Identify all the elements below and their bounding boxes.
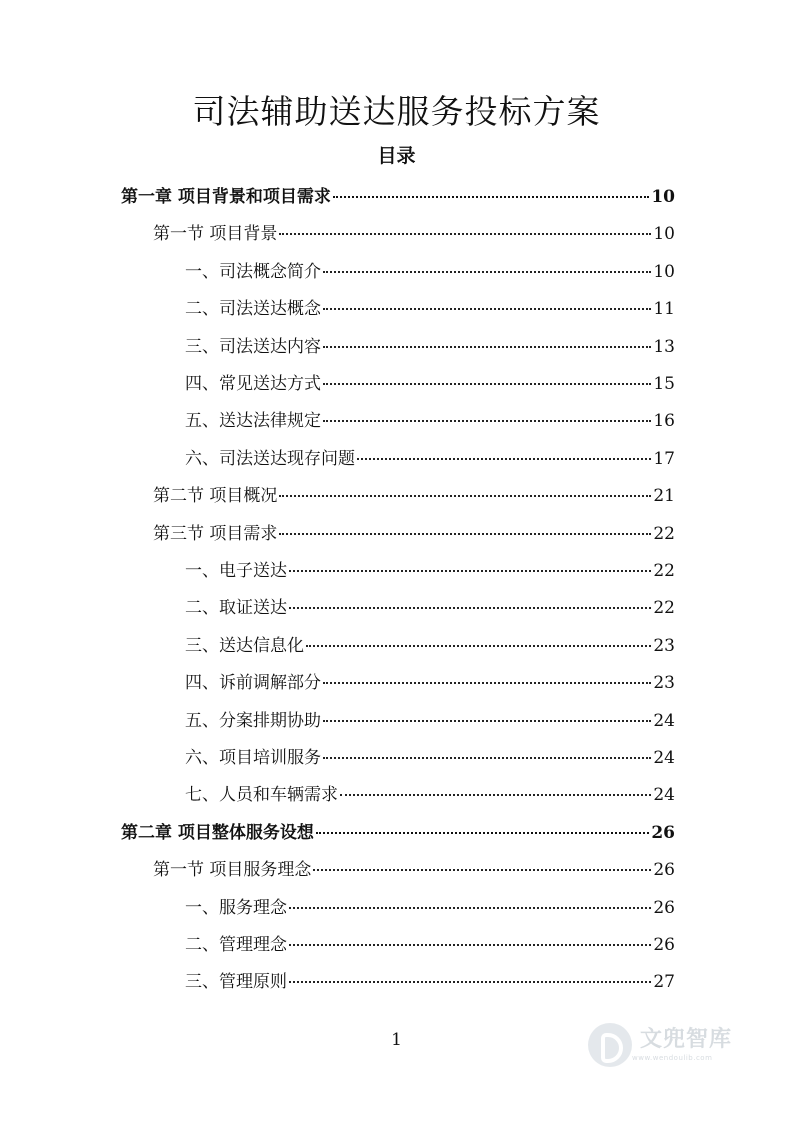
toc-entry-page: 16 [653,411,675,432]
toc-leader-dots [316,832,649,834]
toc-entry-page: 10 [651,187,675,207]
toc-entry-title: 第二章 项目整体服务设想 [121,822,314,843]
toc-entry[interactable] [185,930,675,960]
toc-leader-dots [323,346,651,348]
toc-entry-page: 11 [653,299,675,320]
toc-entry-title: 三、司法送达内容 [185,336,321,357]
toc-entry-page: 10 [653,224,675,245]
toc-leader-dots [279,233,651,235]
toc-entry[interactable] [185,593,675,623]
wendou-logo-icon [588,1023,632,1067]
toc-leader-dots [289,944,651,946]
toc-entry-page: 22 [653,561,675,581]
toc-leader-dots [306,645,651,647]
toc-entry[interactable] [153,855,675,885]
toc-entry-page: 24 [653,710,675,731]
toc-entry[interactable] [185,556,675,586]
toc-entry-title: 六、司法送达现存问题 [185,448,355,469]
toc-entry[interactable] [153,481,675,511]
toc-entry-page: 15 [653,374,675,394]
toc-entry-title: 五、送达法律规定 [185,411,321,432]
toc-entry-page: 24 [653,748,675,768]
toc-entry[interactable] [185,631,675,661]
toc-entry-title: 第一章 项目背景和项目需求 [121,187,331,207]
toc-entry-page: 17 [653,448,675,469]
toc-leader-dots [357,458,651,460]
toc-leader-dots [323,271,651,273]
toc-entry-title: 七、人员和车辆需求 [185,785,338,806]
toc-entry[interactable] [185,294,675,324]
toc-entry-page: 26 [651,822,675,843]
toc-leader-dots [340,794,651,796]
toc-entry-title: 第三节 项目需求 [153,523,278,544]
toc-leader-dots [323,383,651,385]
toc-entry-title: 一、电子送达 [185,561,287,581]
toc-entry-page: 26 [653,860,675,881]
toc-entry[interactable] [153,519,675,549]
page-number: 1 [391,1030,402,1050]
toc-entry-title: 二、司法送达概念 [185,299,321,320]
toc-entry[interactable] [185,369,675,399]
toc-leader-dots [323,420,651,422]
toc-leader-dots [289,570,651,572]
toc-entry[interactable] [185,706,675,736]
toc-entry-title: 第一节 项目背景 [153,224,278,245]
toc-entry-page: 23 [653,635,675,656]
toc-entry[interactable] [185,668,675,698]
toc-entry-title: 一、服务理念 [185,897,287,918]
toc-leader-dots [289,981,651,983]
watermark [588,1015,758,1075]
toc-entry[interactable] [185,893,675,923]
toc-heading: 目录 [377,145,416,167]
toc-entry-page: 26 [653,897,675,918]
toc-entry-title: 三、送达信息化 [185,635,304,656]
toc-leader-dots [323,720,651,722]
toc-leader-dots [279,495,651,497]
toc-leader-dots [323,682,651,684]
toc-leader-dots [289,907,651,909]
toc-entry[interactable] [185,257,675,287]
toc-entry-title: 五、分案排期协助 [185,710,321,731]
toc-entry[interactable] [185,444,675,474]
watermark-text: 文兜智库 [640,1027,733,1052]
toc-leader-dots [323,757,651,759]
toc-entry[interactable] [185,743,675,773]
toc-entry-title: 一、司法概念简介 [185,261,321,282]
toc-entry[interactable] [121,182,675,212]
toc-entry-page: 13 [653,336,675,357]
toc-entry-title: 二、管理理念 [185,935,287,955]
toc-entry-title: 四、诉前调解部分 [185,673,321,694]
toc-entry-page: 22 [653,523,675,544]
toc-entry-title: 二、取证送达 [185,598,287,619]
toc-entry[interactable] [121,818,675,848]
toc-leader-dots [289,607,651,609]
toc-leader-dots [333,196,649,198]
toc-entry[interactable] [185,780,675,810]
toc-entry[interactable] [185,967,675,997]
toc-entry-title: 六、项目培训服务 [185,748,321,768]
watermark-url: www.wendoulib.com [632,1054,713,1062]
toc-leader-dots [323,308,651,310]
toc-entry-page: 24 [653,785,675,806]
toc-entry[interactable] [185,332,675,362]
toc-entry-title: 四、常见送达方式 [185,374,321,394]
document-title: 司法辅助送达服务投标方案 [192,92,601,131]
toc-entry-page: 10 [653,261,675,282]
toc-entry-page: 23 [653,673,675,694]
toc-entry[interactable] [185,406,675,436]
toc-leader-dots [313,869,651,871]
toc-entry-page: 21 [653,486,675,507]
toc-entry-title: 三、管理原则 [185,972,287,993]
toc-entry-page: 27 [653,972,675,993]
toc-entry-page: 22 [653,598,675,619]
toc-leader-dots [279,533,651,535]
toc-entry-title: 第二节 项目概况 [153,486,278,507]
toc-entry-page: 26 [653,935,675,955]
toc-entry[interactable] [153,219,675,249]
toc-entry-title: 第一节 项目服务理念 [153,860,312,881]
